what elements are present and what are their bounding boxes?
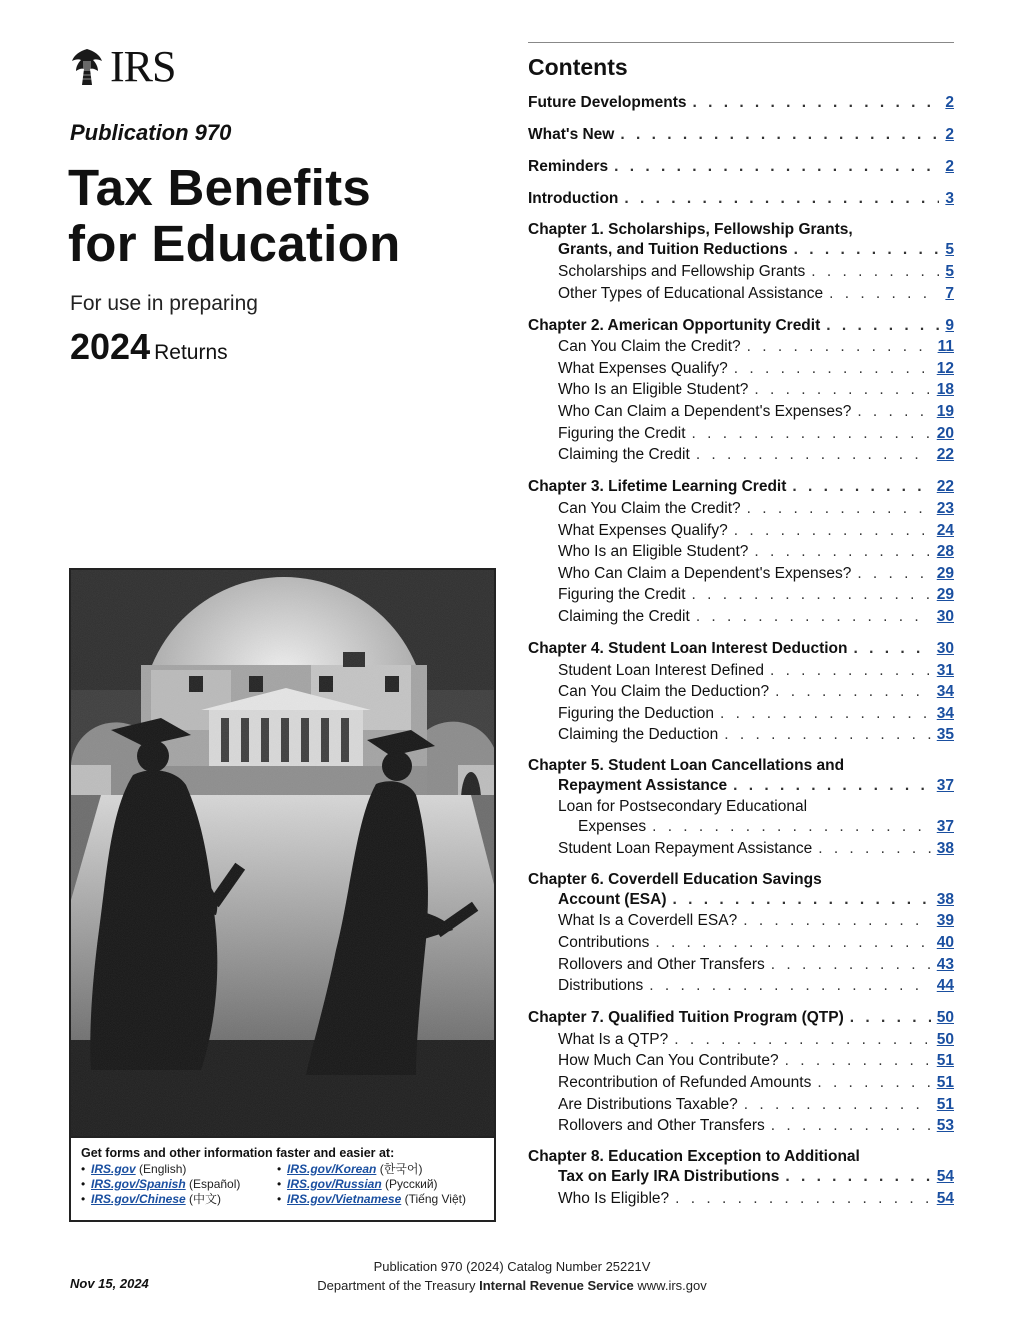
revision-date: Nov 15, 2024 — [70, 1276, 149, 1291]
toc-entry[interactable] — [528, 444, 954, 466]
toc-subheading: Loan for Postsecondary Educational — [558, 798, 808, 816]
leader-dots — [792, 476, 930, 498]
toc-page-link[interactable]: 30 — [936, 639, 954, 657]
link-item — [81, 1177, 240, 1192]
toc-title: Figuring the Deduction — [558, 704, 714, 722]
bullet-icon: • — [81, 1177, 86, 1191]
leader-dots — [655, 932, 930, 954]
toc-page-link[interactable]: 51 — [936, 1052, 954, 1070]
irs-eagle-icon — [70, 47, 104, 87]
toc-title: Who Is an Eligible Student? — [558, 543, 749, 561]
toc-page-link[interactable]: 50 — [936, 1030, 954, 1048]
leader-dots — [850, 1007, 931, 1029]
link-item — [277, 1162, 466, 1177]
toc-page-link[interactable]: 29 — [936, 564, 954, 582]
toc-entry[interactable] — [528, 156, 954, 178]
toc-page-link[interactable]: 11 — [937, 338, 954, 356]
toc-title: Chapter 7. Qualified Tuition Program (QTP) — [528, 1009, 844, 1027]
leader-dots — [747, 336, 932, 358]
department-name: Department of the Treasury — [317, 1278, 476, 1293]
bullet-icon: • — [81, 1162, 86, 1176]
toc-entry[interactable] — [528, 315, 954, 337]
toc-page-link[interactable]: 18 — [936, 381, 954, 399]
language-label: (Tiếng Việt) — [404, 1192, 466, 1206]
toc-page-link[interactable]: 7 — [945, 284, 954, 302]
leader-dots — [734, 358, 931, 380]
toc-page-link[interactable]: 2 — [945, 158, 954, 176]
chinese-link[interactable]: IRS.gov/Chinese — [91, 1192, 186, 1206]
year-number: 2024 — [70, 326, 151, 367]
toc-page-link[interactable]: 12 — [936, 359, 954, 377]
leader-dots — [771, 1115, 931, 1137]
toc-page-link[interactable]: 24 — [936, 521, 954, 539]
toc-page-link[interactable]: 29 — [936, 586, 954, 604]
toc-entry[interactable] — [528, 239, 954, 261]
leader-dots — [743, 910, 931, 932]
toc-page-link[interactable]: 30 — [936, 607, 954, 625]
toc-entry[interactable] — [528, 401, 954, 423]
leader-dots — [696, 606, 931, 628]
toc-title: Claiming the Credit — [558, 446, 690, 464]
toc-entry[interactable] — [528, 336, 954, 358]
toc-title: What Expenses Qualify? — [558, 359, 728, 377]
bullet-icon: • — [277, 1192, 282, 1206]
toc-page-link[interactable]: 5 — [945, 262, 954, 280]
toc-entry[interactable] — [528, 379, 954, 401]
toc-chapter-heading: Chapter 1. Scholarships, Fellowship Grants, — [528, 221, 853, 239]
toc-page-link[interactable]: 2 — [945, 126, 954, 144]
toc-page-link[interactable]: 43 — [936, 955, 954, 973]
toc-page-link[interactable]: 53 — [936, 1117, 954, 1135]
leader-dots — [775, 681, 931, 703]
toc-title: Rollovers and Other Transfers — [558, 1117, 765, 1135]
leader-dots — [794, 239, 940, 261]
leader-dots — [692, 92, 939, 114]
toc-title: Chapter 4. Student Loan Interest Deduction — [528, 639, 848, 657]
toc-page-link[interactable]: 54 — [936, 1189, 954, 1207]
toc-page-link[interactable]: 51 — [936, 1073, 954, 1091]
toc-entry[interactable] — [528, 283, 954, 305]
use-for-text: For use in preparing — [70, 292, 258, 315]
leader-dots — [785, 1050, 931, 1072]
toc-title: Claiming the Deduction — [558, 726, 719, 744]
toc-title: What's New — [528, 126, 615, 144]
toc-page-link[interactable]: 23 — [936, 499, 954, 517]
toc-entry[interactable] — [528, 541, 954, 563]
toc-page-link[interactable]: 51 — [936, 1095, 954, 1113]
toc-entry[interactable] — [528, 606, 954, 628]
toc-entry[interactable] — [528, 1029, 954, 1051]
toc-entry[interactable] — [528, 1094, 954, 1116]
leader-dots — [811, 261, 939, 283]
leader-dots — [696, 444, 931, 466]
toc-chapter-heading: Chapter 5. Student Loan Cancellations and — [528, 757, 845, 775]
toc-page-link[interactable]: 40 — [936, 933, 954, 951]
leader-dots — [674, 1029, 930, 1051]
toc-title: Can You Claim the Deduction? — [558, 683, 770, 701]
toc-title: Other Types of Educational Assistance — [558, 284, 824, 302]
toc-title: Who Is an Eligible Student? — [558, 381, 749, 399]
leader-dots — [826, 315, 939, 337]
toc-page-link[interactable]: 50 — [936, 1009, 954, 1027]
toc-title: Future Developments — [528, 94, 687, 111]
link-item — [277, 1177, 466, 1192]
toc-chapter-heading: Chapter 8. Education Exception to Additional — [528, 1148, 860, 1166]
contents-heading: Contents — [528, 54, 628, 80]
toc-page-link[interactable]: 54 — [936, 1168, 954, 1186]
toc-entry[interactable] — [528, 520, 954, 542]
toc-entry[interactable] — [528, 638, 954, 660]
toc-page-link[interactable]: 34 — [936, 704, 954, 722]
toc-entry[interactable] — [528, 423, 954, 445]
toc-chapter-heading: Chapter 6. Coverdell Education Savings — [528, 870, 822, 888]
leader-dots — [829, 283, 939, 305]
toc-title: Are Distributions Taxable? — [558, 1095, 738, 1113]
toc-entry[interactable] — [528, 92, 954, 114]
toc-title: Student Loan Repayment Assistance — [558, 839, 813, 857]
toc-page-link[interactable]: 9 — [945, 316, 954, 334]
leader-dots — [771, 954, 931, 976]
toc-title: Tax on Early IRA Distributions — [558, 1168, 780, 1186]
leader-dots — [770, 660, 931, 682]
leader-dots — [754, 541, 930, 563]
link-item — [81, 1162, 240, 1177]
toc-title: Expenses — [578, 818, 647, 836]
toc-page-link[interactable]: 22 — [936, 446, 954, 464]
title-line-2: for Education — [68, 215, 401, 272]
toc-title: Chapter 3. Lifetime Learning Credit — [528, 478, 787, 496]
toc-entry[interactable] — [528, 660, 954, 682]
toc-entry[interactable] — [528, 476, 954, 498]
toc-title: What Is a QTP? — [558, 1030, 669, 1048]
toc-page-link[interactable]: 34 — [936, 683, 954, 701]
toc-page-link[interactable]: 44 — [936, 977, 954, 995]
toc-entry[interactable] — [528, 188, 954, 210]
toc-title: What Is a Coverdell ESA? — [558, 912, 738, 930]
vietnamese-link[interactable]: IRS.gov/Vietnamese — [287, 1192, 402, 1206]
leader-dots — [785, 1166, 930, 1188]
toc-entry[interactable] — [528, 1072, 954, 1094]
leader-dots — [692, 423, 931, 445]
leader-dots — [724, 724, 930, 746]
toc-title: Can You Claim the Credit? — [558, 499, 741, 517]
toc-entry[interactable] — [528, 563, 954, 585]
bullet-icon: • — [81, 1192, 86, 1206]
irs-logo-text: IRS — [110, 42, 176, 91]
leader-dots — [620, 124, 939, 146]
toc-entry[interactable] — [528, 1050, 954, 1072]
toc-title: Can You Claim the Credit? — [558, 338, 741, 356]
leader-dots — [817, 1072, 930, 1094]
toc-title: How Much Can You Contribute? — [558, 1052, 779, 1070]
toc-page-link[interactable]: 37 — [936, 777, 954, 795]
bullet-icon: • — [277, 1162, 282, 1176]
toc-page-link[interactable]: 28 — [936, 543, 954, 561]
leader-dots — [614, 156, 939, 178]
toc-entry[interactable] — [528, 584, 954, 606]
toc-page-link[interactable]: 38 — [936, 890, 954, 908]
toc-title: Reminders — [528, 158, 609, 176]
catalog-line: Publication 970 (2024) Catalog Number 25221V — [373, 1259, 651, 1274]
leader-dots — [857, 401, 930, 423]
toc-title: Claiming the Credit — [558, 607, 690, 625]
toc-page-link[interactable]: 5 — [945, 241, 954, 259]
toc-title: Who Can Claim a Dependent's Expenses? — [558, 403, 852, 421]
returns-label: Returns — [154, 341, 228, 364]
toc-page-link[interactable]: 39 — [936, 912, 954, 930]
toc-page-link[interactable]: 37 — [936, 818, 954, 836]
toc-entry[interactable] — [528, 954, 954, 976]
toc-title: Figuring the Credit — [558, 586, 686, 604]
toc-entry[interactable] — [528, 889, 954, 911]
language-label: (中文) — [189, 1192, 222, 1206]
toc-entry[interactable] — [528, 358, 954, 380]
toc-title: Grants, and Tuition Reductions — [558, 241, 788, 259]
leader-dots — [854, 638, 931, 660]
leader-dots — [624, 188, 939, 210]
toc-entry[interactable] — [528, 703, 954, 725]
graduates-illustration — [69, 568, 496, 1138]
toc-title: Who Can Claim a Dependent's Expenses? — [558, 564, 852, 582]
toc-entry[interactable] — [528, 1166, 954, 1188]
toc-entry[interactable] — [528, 1007, 954, 1029]
leader-dots — [754, 379, 930, 401]
toc-entry[interactable] — [528, 910, 954, 932]
toc-entry[interactable] — [528, 124, 954, 146]
toc-entry[interactable] — [528, 261, 954, 283]
leader-dots — [747, 498, 931, 520]
toc-title: Distributions — [558, 977, 644, 995]
irs-logo — [70, 44, 175, 90]
toc-title: Introduction — [528, 190, 619, 208]
link-item — [81, 1192, 240, 1207]
contents-divider — [528, 42, 954, 43]
toc-entry[interactable] — [528, 724, 954, 746]
toc-page-link[interactable]: 22 — [936, 478, 954, 496]
language-label: (Русский) — [385, 1177, 438, 1191]
title-line-1: Tax Benefits — [68, 159, 372, 216]
toc-entry[interactable] — [528, 681, 954, 703]
bullet-icon: • — [277, 1177, 282, 1191]
toc-entry[interactable] — [528, 498, 954, 520]
leader-dots — [652, 816, 931, 838]
online-resources-box — [69, 1138, 496, 1222]
leader-dots — [734, 520, 931, 542]
irs-gov-link[interactable]: IRS.gov — [91, 1162, 136, 1176]
toc-page-link[interactable]: 35 — [936, 726, 954, 744]
toc-title: Chapter 2. American Opportunity Credit — [528, 316, 821, 334]
toc-title: What Expenses Qualify? — [558, 521, 728, 539]
language-label: (한국어) — [379, 1162, 423, 1176]
toc-page-link[interactable]: 31 — [936, 661, 954, 679]
leader-dots — [675, 1188, 931, 1210]
toc-title: Scholarships and Fellowship Grants — [558, 262, 806, 280]
toc-page-link[interactable]: 3 — [945, 190, 954, 208]
toc-page-link[interactable]: 20 — [936, 424, 954, 442]
toc-entry[interactable] — [528, 775, 954, 797]
footer-info — [0, 1257, 1024, 1295]
toc-title: Account (ESA) — [558, 890, 667, 908]
leader-dots — [744, 1094, 931, 1116]
language-label: (Español) — [189, 1177, 241, 1191]
toc-entry[interactable] — [528, 838, 954, 860]
korean-link[interactable]: IRS.gov/Korean — [287, 1162, 377, 1176]
toc-entry[interactable] — [528, 816, 954, 838]
toc-title: Repayment Assistance — [558, 777, 728, 795]
toc-page-link[interactable]: 19 — [936, 403, 954, 421]
toc-page-link[interactable]: 2 — [945, 94, 954, 111]
leader-dots — [733, 775, 931, 797]
spanish-link[interactable]: IRS.gov/Spanish — [91, 1177, 186, 1191]
toc-title: Who Is Eligible? — [558, 1189, 670, 1207]
toc-title: Recontribution of Refunded Amounts — [558, 1073, 812, 1091]
toc-entry[interactable] — [528, 932, 954, 954]
document-title — [68, 160, 401, 272]
table-of-contents — [528, 92, 954, 1209]
leader-dots — [673, 889, 931, 911]
toc-entry[interactable] — [528, 1188, 954, 1210]
agency-name: Internal Revenue Service — [479, 1278, 634, 1293]
publication-number: Publication 970 — [70, 120, 232, 145]
toc-title: Contributions — [558, 933, 650, 951]
leader-dots — [818, 838, 931, 860]
toc-entry[interactable] — [528, 1115, 954, 1137]
leader-dots — [857, 563, 930, 585]
leader-dots — [692, 584, 931, 606]
toc-entry[interactable] — [528, 975, 954, 997]
link-item — [277, 1192, 466, 1207]
toc-title: Student Loan Interest Defined — [558, 661, 764, 679]
toc-title: Rollovers and Other Transfers — [558, 955, 765, 973]
leader-dots — [720, 703, 931, 725]
website-text: www.irs.gov — [637, 1278, 707, 1293]
resource-links — [81, 1162, 484, 1218]
tax-year — [70, 326, 228, 368]
language-label: (English) — [139, 1162, 187, 1176]
toc-title: Figuring the Credit — [558, 424, 686, 442]
toc-page-link[interactable]: 38 — [936, 839, 954, 857]
leader-dots — [649, 975, 930, 997]
resources-heading: Get forms and other information faster and easier at: — [81, 1146, 395, 1160]
russian-link[interactable]: IRS.gov/Russian — [287, 1177, 382, 1191]
department-line — [0, 1276, 1024, 1295]
